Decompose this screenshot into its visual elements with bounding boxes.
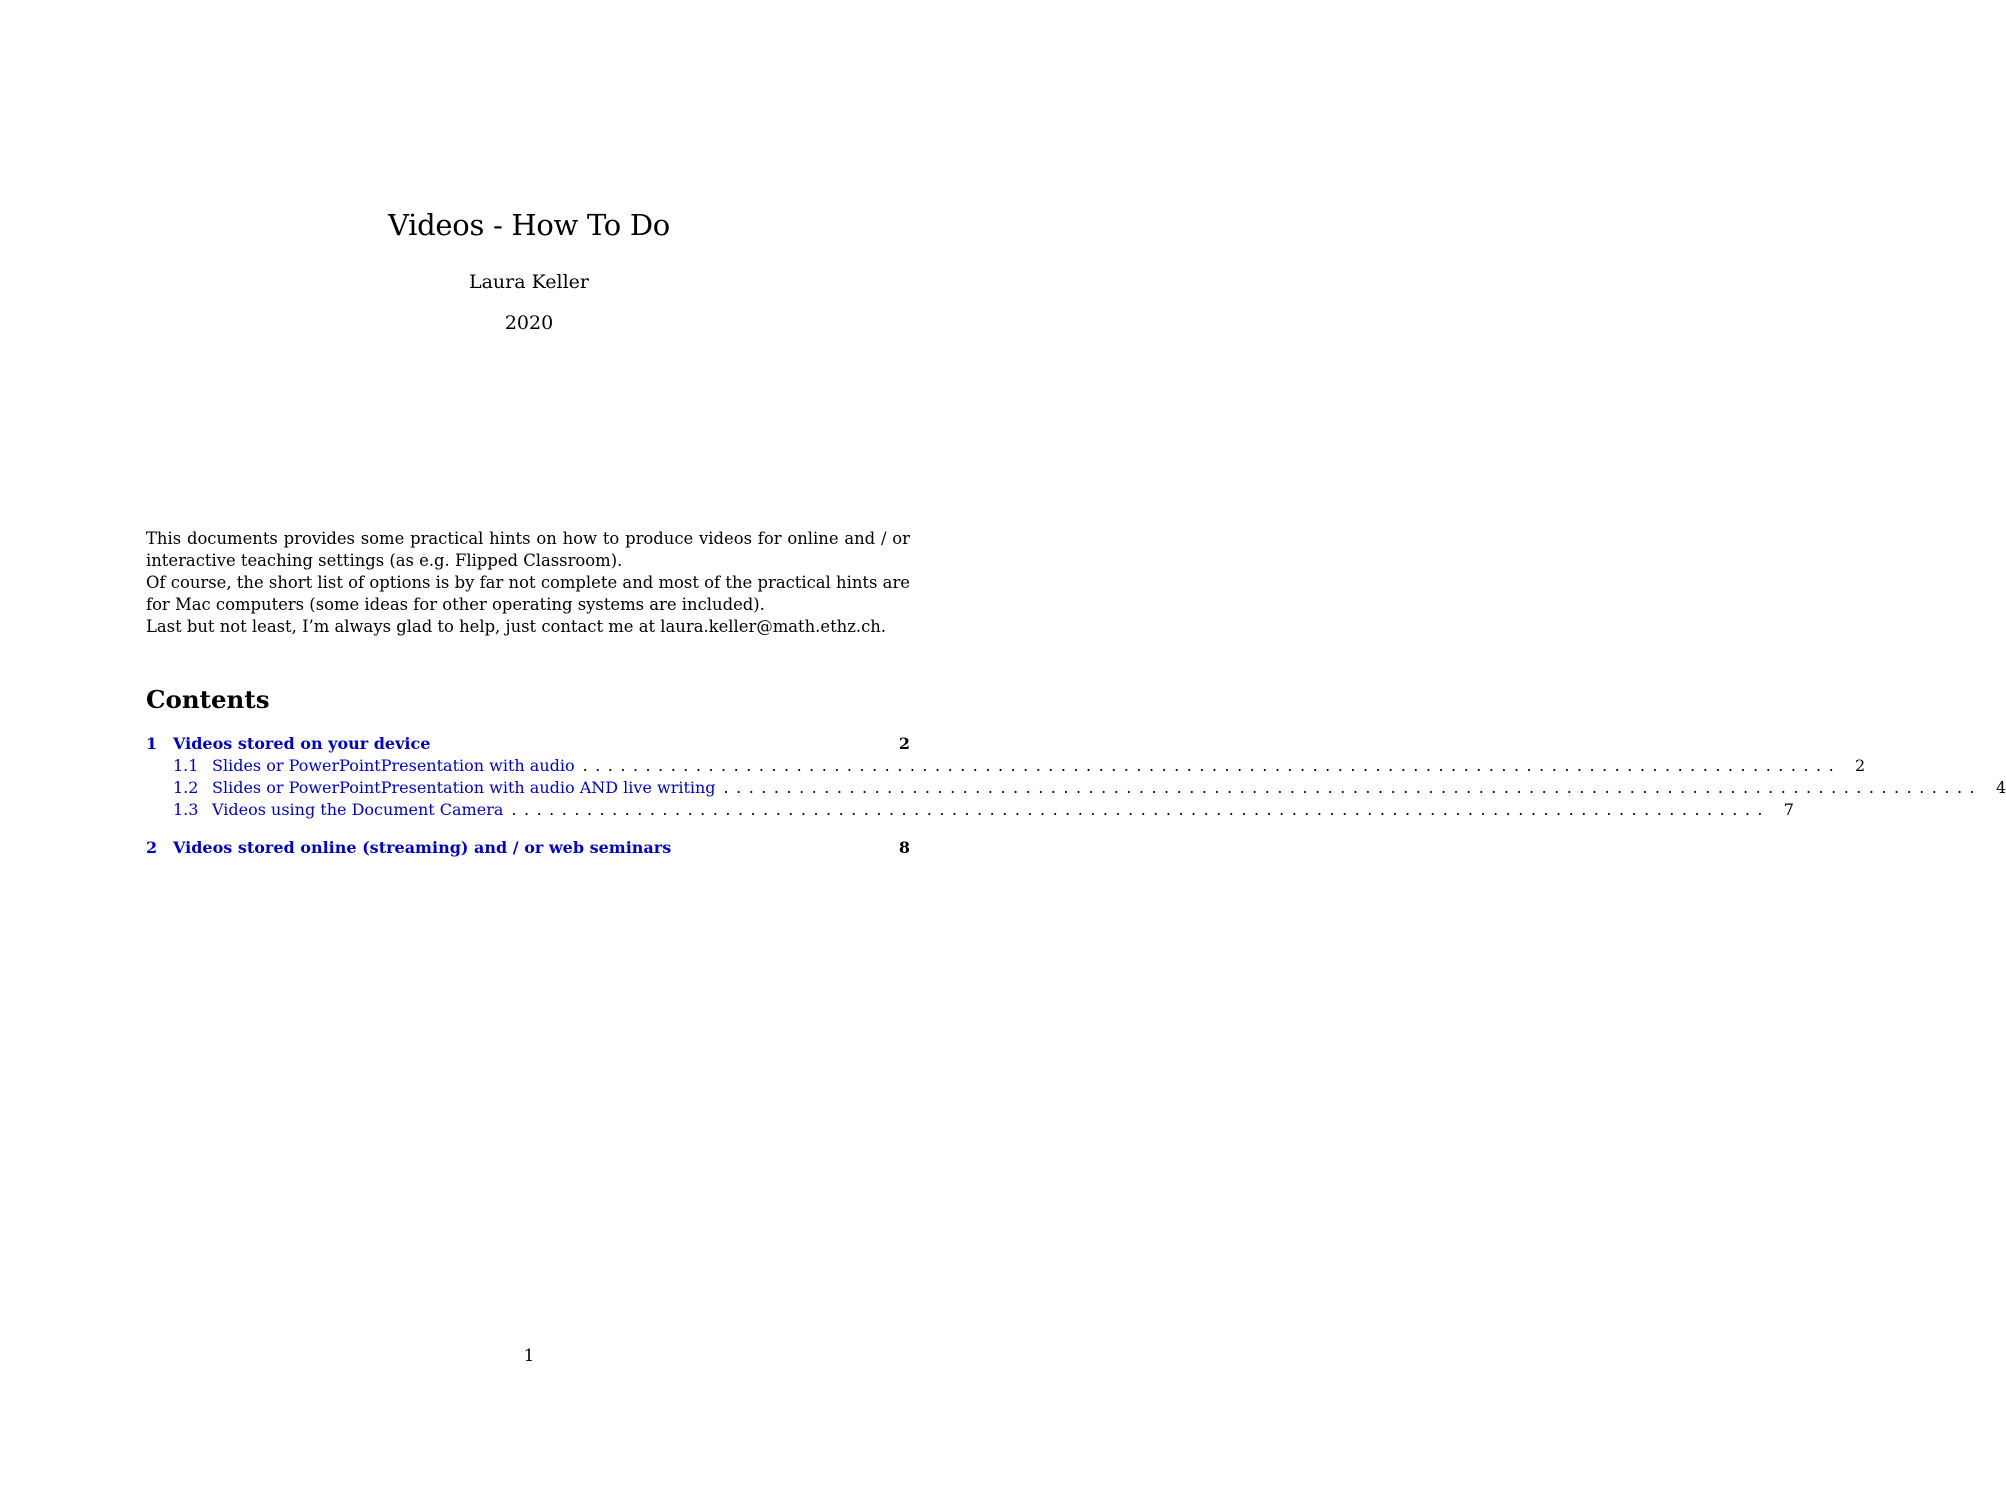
abstract [146,528,910,638]
abstract-paragraph: Last but not least, I’m always glad to help, just contact me at laura.keller@math.ethz.ch. [146,617,887,636]
toc-entry-section-1[interactable] [146,733,910,755]
toc-dot-leader: .................................................................................................... [723,778,1983,797]
toc-page-number: 7 [1783,800,1794,819]
toc-number: 1 [146,734,158,753]
toc-number: 1.3 [173,800,199,819]
toc-page-number: 8 [898,838,910,857]
toc-page-number: 2 [898,734,910,753]
toc-number: 2 [146,838,158,857]
contents-heading: Contents [146,685,270,714]
toc-gap [146,821,910,837]
toc-number: 1.2 [173,778,199,797]
document-title: Videos - How To Do [388,208,670,242]
toc-entry-section-2[interactable] [146,837,910,859]
toc-entry-section-1-3[interactable] [146,799,1794,821]
abstract-paragraph: Of course, the short list of options is by far not complete and most of the practical hints are for Mac computers (some ideas for other operating systems are included). [146,573,910,614]
toc-label[interactable]: Videos using the Document Camera [212,800,504,819]
toc-entry-section-1-2[interactable] [146,777,2006,799]
document-author: Laura Keller [468,271,590,293]
toc-dot-leader: .................................................................................................... [511,800,1770,819]
toc-number: 1.1 [173,756,199,775]
toc-label[interactable]: Videos stored online (streaming) and / or web seminars [173,838,672,857]
toc-label[interactable]: Slides or PowerPointPresentation with audio AND live writing [212,778,716,797]
document-date: 2020 [504,312,554,334]
toc-label[interactable]: Videos stored on your device [173,734,431,753]
toc-page-number: 2 [1855,756,1866,775]
toc-page-number: 4 [1995,778,2006,797]
toc-entry-section-1-1[interactable] [146,755,1866,777]
page-number: 1 [523,1346,535,1365]
table-of-contents [146,733,2006,859]
toc-dot-leader: .................................................................................................... [582,756,1842,775]
toc-label[interactable]: Slides or PowerPointPresentation with audio [212,756,575,775]
abstract-paragraph: This documents provides some practical hints on how to produce videos for online and / or interactive teaching settings (as e.g. Flipped Classroom). [146,529,910,570]
